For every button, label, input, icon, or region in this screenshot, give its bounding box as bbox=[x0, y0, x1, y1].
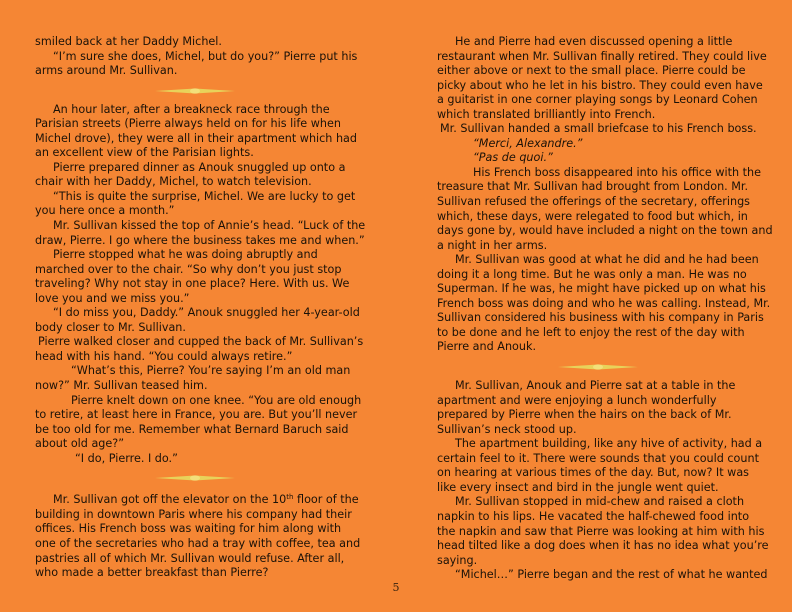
text-line: picky about who he let in his bistro. They could even have bbox=[437, 78, 763, 92]
text-line: traveling? Why not stay in one place? Here. With us. We bbox=[35, 277, 350, 291]
text-line: apartment and were enjoying a lunch wonderfully bbox=[437, 393, 717, 407]
text-line: on hearing at various times of the day. But, now? It was bbox=[437, 466, 750, 480]
text-line: certain feel to it. There were sounds that you could count bbox=[437, 451, 759, 465]
left-column bbox=[35, 35, 366, 581]
text-line: restaurant when Mr. Sullivan finally retired. They could live bbox=[437, 49, 767, 63]
text-line: head with his hand. “You could always retire.” bbox=[35, 349, 293, 363]
text-line: body closer to Mr. Sullivan. bbox=[35, 320, 186, 334]
text-line: days gone by, would have included a night on the town and bbox=[437, 224, 773, 238]
text-line: either above or next to the small place. Pierre could be bbox=[437, 64, 746, 78]
text-line: “This is quite the surprise, Michel. We are lucky to get bbox=[53, 189, 356, 203]
text-line: head tilted like a dog does when it has no idea what you’re bbox=[437, 539, 769, 553]
text-line: arms around Mr. Sullivan. bbox=[35, 64, 178, 78]
text-line: smiled back at her Daddy Michel. bbox=[35, 35, 222, 48]
text-line: which translated brilliantly into French. bbox=[437, 107, 656, 121]
text-line: An hour later, after a breakneck race through the bbox=[53, 102, 330, 116]
text-line: Pierre and Anouk. bbox=[437, 340, 537, 354]
text-line: “Michel…” Pierre began and the rest of what he wanted bbox=[455, 568, 768, 582]
text-line: a guitarist in one corner playing songs by Leonard Cohen bbox=[437, 93, 758, 107]
text-line: Pierre stopped what he was doing abruptly and bbox=[53, 248, 318, 262]
text-line: Michel drove), they were all in their apartment which had bbox=[35, 131, 358, 145]
text-line: The apartment building, like any hive of activity, had a bbox=[455, 437, 763, 451]
section-divider bbox=[437, 355, 759, 379]
text-line: Pierre prepared dinner as Anouk snuggled up onto a bbox=[53, 160, 346, 174]
text-line: about old age?” bbox=[35, 437, 125, 451]
text-line: Sullivan refused the offerings of the secretary, offerings bbox=[437, 195, 751, 209]
text-line: you here once a month.” bbox=[35, 204, 175, 218]
text-line: napkin to his lips. He vacated the half-chewed food into bbox=[437, 509, 750, 523]
text-line: “I do miss you, Daddy.” Anouk snuggled her 4-year-old bbox=[53, 306, 360, 320]
text-line: treasure that Mr. Sullivan had brought from London. Mr. bbox=[437, 180, 749, 194]
text-line: Sullivan considered his business with his company in Paris bbox=[437, 311, 764, 325]
text-line: chair with her Daddy, Michel, to watch television. bbox=[35, 175, 312, 189]
text-line: a night in her arms. bbox=[437, 238, 548, 252]
text-line: “Pas de quoi.” bbox=[473, 151, 553, 165]
text-line: now?” Mr. Sullivan teased him. bbox=[35, 379, 208, 393]
text-line: His French boss disappeared into his office with the bbox=[473, 165, 762, 179]
text-line: French boss was doing and who he was calling. Instead, Mr. bbox=[437, 296, 771, 310]
text-line: offices. His French boss was waiting for him along with bbox=[35, 522, 342, 536]
text-line: Superman. If he was, he might have picked up on what his bbox=[437, 282, 766, 296]
text-line: love you and we miss you.” bbox=[35, 291, 190, 305]
text-line: draw, Pierre. I go where the business takes me and when.” bbox=[35, 233, 365, 247]
text-line: prepared by Pierre when the hairs on the back of Mr. bbox=[437, 408, 732, 422]
text-line: Mr. Sullivan, Anouk and Pierre sat at a table in the bbox=[455, 379, 736, 393]
text-line: Pierre walked closer and cupped the back of Mr. Sullivan’s bbox=[38, 335, 364, 349]
text-line: saying. bbox=[437, 553, 478, 567]
text-line: Mr. Sullivan stopped in mid-chew and raised a cloth bbox=[455, 495, 745, 509]
text-line: Parisian streets (Pierre always held on for his life when bbox=[35, 117, 341, 131]
text-line: which, these days, were relegated to food but which, in bbox=[437, 209, 748, 223]
section-divider bbox=[35, 79, 355, 103]
text-line: Pierre knelt down on one knee. “You are old enough bbox=[71, 393, 362, 407]
text-line: Mr. Sullivan was good at what he did and he had been bbox=[455, 253, 759, 267]
text-line: Mr. Sullivan handed a small briefcase to his French boss. bbox=[440, 122, 757, 136]
text-line: who made a better breakfast than Pierre? bbox=[35, 566, 269, 580]
text-line: be too old for me. Remember what Bernard Baruch said bbox=[35, 422, 349, 436]
text-line: an excellent view of the Parisian lights. bbox=[35, 146, 254, 160]
text-line: to be done and he left to enjoy the rest of the day with bbox=[437, 325, 745, 339]
text-line: the napkin and saw that Pierre was looking at him with his bbox=[437, 524, 765, 538]
text-line: “What’s this, Pierre? You’re saying I’m an old man bbox=[71, 364, 351, 378]
page-number: 5 bbox=[392, 581, 400, 594]
text-line: Mr. Sullivan kissed the top of Annie’s head. “Luck of the bbox=[53, 219, 366, 233]
text-line: Sullivan’s neck stood up. bbox=[437, 422, 577, 436]
text-line: like every insect and bird in the jungle went quiet. bbox=[437, 480, 719, 494]
text-line: “I’m sure she does, Michel, but do you?” Pierre put his bbox=[53, 49, 358, 63]
text-line: marched over to the chair. “So why don’t you just stop bbox=[35, 262, 342, 276]
text-line: to retire, at least here in France, you are. But you’ll never bbox=[35, 408, 358, 422]
text-line: Mr. Sullivan got off the elevator on the 10th floor of the bbox=[53, 493, 359, 507]
text-line: “Merci, Alexandre.” bbox=[473, 136, 583, 150]
text-line: doing it a long time. But he was only a man. He was no bbox=[437, 267, 747, 281]
right-column bbox=[437, 35, 773, 583]
section-divider bbox=[35, 466, 355, 490]
text-line: He and Pierre had even discussed opening a little bbox=[455, 35, 733, 48]
text-line: one of the secretaries who had a tray with coffee, tea and bbox=[35, 536, 361, 550]
text-line: pastries all of which Mr. Sullivan would refuse. After all, bbox=[35, 551, 345, 565]
text-line: building in downtown Paris where his company had their bbox=[35, 507, 352, 521]
text-line: “I do, Pierre. I do.” bbox=[75, 451, 178, 465]
